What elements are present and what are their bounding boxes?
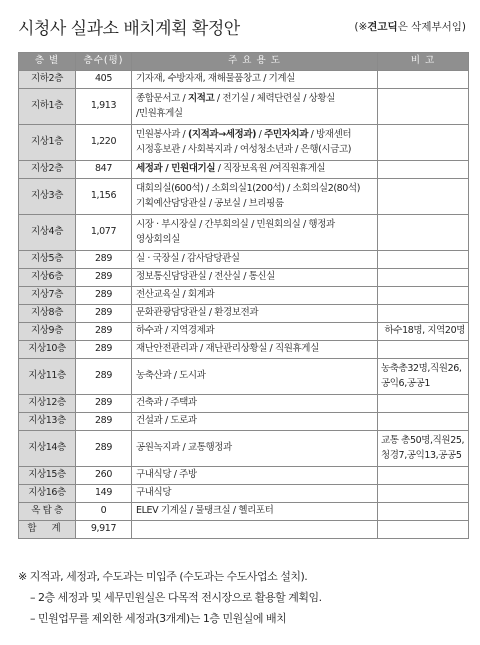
use-cell bbox=[132, 485, 378, 503]
use-line bbox=[136, 162, 373, 177]
col-header-use: 주 요 용 도 bbox=[132, 53, 378, 71]
use-line bbox=[136, 143, 373, 158]
use-cell bbox=[132, 287, 378, 305]
use-segment: 영상회의실 bbox=[136, 233, 180, 245]
floor-cell: 지상15층 bbox=[19, 467, 76, 485]
floor-cell: 지상7층 bbox=[19, 287, 76, 305]
table-row bbox=[19, 305, 469, 323]
use-cell bbox=[132, 413, 378, 431]
footnote-2: – 2층 세정과 및 세무민원실은 다목적 전시장으로 활용할 계획임. bbox=[30, 591, 322, 604]
table-row bbox=[19, 287, 469, 305]
use-cell bbox=[132, 269, 378, 287]
floor-cell: 합 계 bbox=[19, 521, 76, 539]
use-line bbox=[136, 414, 373, 429]
use-cell bbox=[132, 89, 378, 125]
floor-cell: 지상6층 bbox=[19, 269, 76, 287]
use-segment: 기획예산담당관실 / 공보실 / 브리핑룸 bbox=[136, 197, 284, 209]
document-header bbox=[18, 14, 466, 44]
use-segment: 구내식당 / 주방 bbox=[136, 469, 197, 481]
use-line bbox=[136, 486, 373, 501]
use-segment: / 전기실 / 체력단련실 / 상황실 bbox=[214, 92, 335, 104]
remark-cell bbox=[378, 341, 469, 359]
area-cell: 289 bbox=[76, 341, 132, 359]
area-cell: 1,156 bbox=[76, 179, 132, 215]
use-line bbox=[136, 107, 373, 122]
use-cell bbox=[132, 323, 378, 341]
area-cell: 289 bbox=[76, 305, 132, 323]
use-line bbox=[136, 72, 373, 87]
floor-cell: 지상16층 bbox=[19, 485, 76, 503]
use-segment-bold: (지적과→세정과) bbox=[187, 128, 257, 140]
footnote-1: ※ 지적과, 세정과, 수도과는 미입주 (수도과는 수도사업소 설치). bbox=[18, 570, 308, 583]
use-cell bbox=[132, 359, 378, 395]
remark-cell bbox=[378, 503, 469, 521]
table-row bbox=[19, 251, 469, 269]
use-segment: / 직장보육원 /여직원휴게실 bbox=[215, 163, 326, 175]
footnotes bbox=[18, 566, 468, 629]
note-open: (※ bbox=[354, 21, 368, 33]
area-cell: 289 bbox=[76, 269, 132, 287]
remark-cell bbox=[378, 161, 469, 179]
col-header-area: 층수(평) bbox=[76, 53, 132, 71]
remark-cell bbox=[378, 485, 469, 503]
remark-cell bbox=[378, 287, 469, 305]
use-cell bbox=[132, 251, 378, 269]
total-row bbox=[19, 521, 469, 539]
area-cell: 289 bbox=[76, 287, 132, 305]
use-segment-bold: 지적고 bbox=[187, 92, 215, 104]
area-cell: 847 bbox=[76, 161, 132, 179]
use-segment: /민원휴게실 bbox=[136, 107, 183, 119]
use-cell bbox=[132, 305, 378, 323]
use-cell bbox=[132, 215, 378, 251]
remark-cell bbox=[378, 521, 469, 539]
use-segment: 정보통신담당관실 / 전산실 / 통신실 bbox=[136, 271, 275, 283]
table-row bbox=[19, 125, 469, 161]
use-segment: 대회의실(600석) / 소회의실1(200석) / 소회의실2(80석) bbox=[136, 182, 361, 194]
area-cell: 289 bbox=[76, 359, 132, 395]
use-cell bbox=[132, 431, 378, 467]
use-cell bbox=[132, 503, 378, 521]
use-cell bbox=[132, 521, 378, 539]
remark-cell bbox=[378, 413, 469, 431]
use-cell bbox=[132, 467, 378, 485]
area-cell: 289 bbox=[76, 431, 132, 467]
use-segment: 전산교육실 / 회계과 bbox=[136, 289, 215, 301]
use-line bbox=[136, 233, 373, 248]
floor-cell: 옥 탑 층 bbox=[19, 503, 76, 521]
use-line bbox=[136, 441, 373, 456]
use-line bbox=[136, 182, 373, 197]
floor-cell: 지상8층 bbox=[19, 305, 76, 323]
use-line bbox=[136, 342, 373, 357]
remark-cell bbox=[378, 467, 469, 485]
area-cell: 0 bbox=[76, 503, 132, 521]
use-segment-bold: 주민자치과 bbox=[264, 128, 308, 140]
use-line bbox=[136, 270, 373, 285]
use-line bbox=[136, 128, 373, 143]
table-row bbox=[19, 503, 469, 521]
use-segment: 건축과 / 주택과 bbox=[136, 397, 197, 409]
area-cell: 405 bbox=[76, 71, 132, 89]
use-segment: 공원녹지과 / 교통행정과 bbox=[136, 442, 232, 454]
area-cell: 289 bbox=[76, 251, 132, 269]
floor-cell: 지상11층 bbox=[19, 359, 76, 395]
remark-cell: 교통 총50명,직원25, 청경7,공익13,공공5 bbox=[378, 431, 469, 467]
table-row bbox=[19, 467, 469, 485]
remark-cell bbox=[378, 269, 469, 287]
remark-cell bbox=[378, 125, 469, 161]
floor-cell: 지상2층 bbox=[19, 161, 76, 179]
floor-cell: 지상14층 bbox=[19, 431, 76, 467]
floor-cell: 지상5층 bbox=[19, 251, 76, 269]
area-cell: 289 bbox=[76, 413, 132, 431]
floor-cell: 지상13층 bbox=[19, 413, 76, 431]
table-header-row bbox=[19, 53, 469, 71]
floor-cell: 지상4층 bbox=[19, 215, 76, 251]
use-segment: 기자재, 수방자재, 재해물품창고 / 기계실 bbox=[136, 73, 295, 85]
table-row bbox=[19, 161, 469, 179]
use-line bbox=[136, 396, 373, 411]
use-line bbox=[136, 504, 373, 519]
col-header-remark: 비 고 bbox=[378, 53, 469, 71]
use-segment: 건설과 / 도로과 bbox=[136, 415, 197, 427]
use-line bbox=[136, 252, 373, 267]
table-row bbox=[19, 215, 469, 251]
page-title: 시청사 실과소 배치계획 확정안 bbox=[18, 19, 240, 39]
use-segment: 구내식당 bbox=[136, 487, 172, 499]
note-rest: 은 삭제부서임) bbox=[397, 21, 466, 33]
floor-cell: 지상9층 bbox=[19, 323, 76, 341]
remark-cell bbox=[378, 89, 469, 125]
floor-cell: 지하2층 bbox=[19, 71, 76, 89]
use-line bbox=[136, 218, 373, 233]
area-cell: 1,913 bbox=[76, 89, 132, 125]
use-line bbox=[136, 369, 373, 384]
table-row bbox=[19, 431, 469, 467]
use-line bbox=[136, 92, 373, 107]
floor-cell: 지하1층 bbox=[19, 89, 76, 125]
use-segment-bold: 세정과 / 민원대기실 bbox=[136, 163, 216, 175]
allocation-table bbox=[18, 52, 469, 539]
table-row bbox=[19, 179, 469, 215]
table-row bbox=[19, 269, 469, 287]
use-segment: ELEV 기계실 / 물탱크실 / 헬리포터 bbox=[136, 505, 274, 517]
remark-cell bbox=[378, 215, 469, 251]
use-cell bbox=[132, 71, 378, 89]
use-segment: 하수과 / 지역경제과 bbox=[136, 325, 215, 337]
table-row bbox=[19, 413, 469, 431]
area-cell: 260 bbox=[76, 467, 132, 485]
remark-cell: 농축총32명,직원26, 공익6,공공1 bbox=[378, 359, 469, 395]
use-segment: 민원봉사과 / bbox=[136, 128, 188, 140]
table-row bbox=[19, 395, 469, 413]
use-segment: 시장 · 부시장실 / 간부회의실 / 민원회의실 / 행정과 bbox=[136, 218, 335, 230]
use-cell bbox=[132, 179, 378, 215]
remark-cell bbox=[378, 71, 469, 89]
use-line bbox=[136, 468, 373, 483]
use-segment: 시정홍보관 / 사회복지과 / 여성청소년과 / 은행(시금고) bbox=[136, 143, 352, 155]
use-line bbox=[136, 197, 373, 212]
area-cell: 289 bbox=[76, 323, 132, 341]
table-row bbox=[19, 485, 469, 503]
remark-cell bbox=[378, 179, 469, 215]
use-segment: 재난안전관리과 / 재난관리상황실 / 직원휴게실 bbox=[136, 343, 319, 355]
remark-cell bbox=[378, 305, 469, 323]
area-cell: 9,917 bbox=[76, 521, 132, 539]
area-cell: 1,077 bbox=[76, 215, 132, 251]
use-segment: 농축산과 / 도시과 bbox=[136, 370, 206, 382]
use-segment: 실 · 국장실 / 감사담당관실 bbox=[136, 253, 240, 265]
remark-cell bbox=[378, 395, 469, 413]
use-segment: / 방재센터 bbox=[307, 128, 352, 140]
floor-cell: 지상1층 bbox=[19, 125, 76, 161]
remark-cell bbox=[378, 251, 469, 269]
table-body bbox=[19, 71, 469, 539]
use-segment: 문화관광담당관실 / 환경보전과 bbox=[136, 307, 259, 319]
col-header-floor: 층 별 bbox=[19, 53, 76, 71]
use-cell bbox=[132, 395, 378, 413]
floor-cell: 지상10층 bbox=[19, 341, 76, 359]
floor-cell: 지상12층 bbox=[19, 395, 76, 413]
area-cell: 1,220 bbox=[76, 125, 132, 161]
deletion-note bbox=[354, 19, 466, 34]
use-line bbox=[136, 288, 373, 303]
use-cell bbox=[132, 161, 378, 179]
note-bold: 견고딕 bbox=[367, 21, 398, 33]
use-cell bbox=[132, 341, 378, 359]
use-segment: 종합문서고 / bbox=[136, 92, 188, 104]
area-cell: 149 bbox=[76, 485, 132, 503]
table-row bbox=[19, 341, 469, 359]
table-row bbox=[19, 71, 469, 89]
use-line bbox=[136, 306, 373, 321]
footnote-3: – 민원업무를 제외한 세정과(3개계)는 1층 민원실에 배치 bbox=[30, 612, 287, 625]
table-row bbox=[19, 323, 469, 341]
use-segment: / bbox=[256, 128, 265, 140]
table-row bbox=[19, 359, 469, 395]
floor-cell: 지상3층 bbox=[19, 179, 76, 215]
area-cell: 289 bbox=[76, 395, 132, 413]
remark-cell: 하수18명, 지역20명 bbox=[378, 323, 469, 341]
table-row bbox=[19, 89, 469, 125]
use-line bbox=[136, 324, 373, 339]
use-cell bbox=[132, 125, 378, 161]
